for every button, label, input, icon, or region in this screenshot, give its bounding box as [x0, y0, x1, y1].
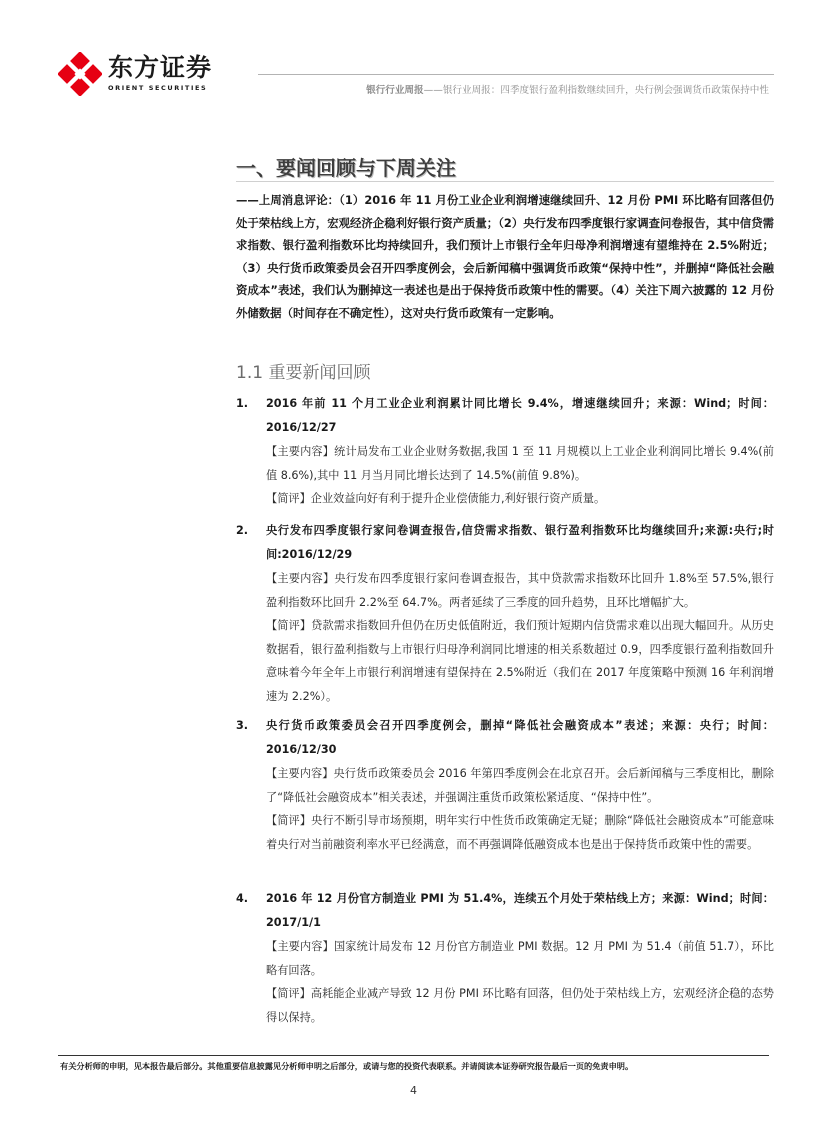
brand-name-en: ORIENT SECURITIES — [108, 84, 208, 92]
news-content: 【主要内容】央行货币政策委员会 2016 年第四季度例会在北京召开。会后新闻稿与三季度相比，删除了“降低社会融资成本”相关表述，并强调注重货币政策松紧适度、“保持中性”。 — [266, 767, 774, 804]
running-header — [366, 82, 769, 96]
brand-name-cn: 东方证券 — [108, 53, 213, 82]
news-title — [236, 887, 774, 935]
subsection-title: 1.1 重要新闻回顾 — [236, 363, 371, 383]
news-number: 1. — [236, 397, 249, 410]
news-comment: 【简评】企业效益向好有利于提升企业偿债能力,利好银行资产质量。 — [266, 492, 606, 506]
news-title — [236, 392, 774, 440]
news-item-3 — [236, 714, 774, 856]
header-divider — [258, 74, 774, 75]
news-body — [236, 567, 774, 709]
news-comment: 【简评】贷款需求指数回升但仍在历史低值附近，我们预计短期内信贷需求难以出现大幅回升。从历史数据看，银行盈利指数与上市银行归母净利润同比增速的相关系数超过 0.9，四季度银行盈利指数回升意味着今年全年上市银行利润增速有望保持在 2.5%附近（我们在 2017 年度策略中预测 16 年利润增速为 2.2%）。 — [266, 619, 774, 703]
report-subtitle: ——银行业周报：四季度银行盈利指数继续回升，央行例会强调货币政策保持中性 — [423, 85, 769, 96]
news-headline: 2016 年前 11 个月工业企业利润累计同比增长 9.4%，增速继续回升；来源：Wind；时间：2016/12/27 — [266, 397, 774, 434]
page-number: 4 — [410, 1084, 417, 1097]
news-item-1 — [236, 392, 774, 511]
section-title-rule — [236, 181, 774, 182]
news-body — [236, 440, 774, 511]
news-body — [236, 762, 774, 856]
company-logo — [58, 52, 238, 96]
news-content: 【主要内容】央行发布四季度银行家问卷调查报告，其中贷款需求指数环比回升 1.8%至 57.5%,银行盈利指数环比回升 2.2%至 64.7%。两者延续了三季度的回升趋势，且环比增幅扩大。 — [266, 572, 774, 609]
news-comment: 【简评】高耗能企业减产导致 12 月份 PMI 环比略有回落，但仍处于荣枯线上方，宏观经济企稳的态势得以保持。 — [266, 987, 774, 1024]
news-number: 3. — [236, 719, 249, 732]
news-content: 【主要内容】统计局发布工业企业财务数据,我国 1 至 11 月规模以上工业企业利润同比增长 9.4%(前值 8.6%),其中 11 月当月同比增长达到了 14.5%(前值 9.8%)。 — [266, 445, 774, 482]
section-summary: ——上周消息评论：（1）2016 年 11 月份工业企业利润增速继续回升、12 月份 PMI 环比略有回落但仍处于荣枯线上方，宏观经济企稳利好银行资产质量；（2）央行发布四季度银行家调查问卷报告，其中信贷需求指数、银行盈利指数环比均持续回升，我们预计上市银行全年归母净利润增速有望维持在 2.5%附近；（3）央行货币政策委员会召开四季度例会，会后新闻稿中强调货币政策“保持中性”，并删掉“降低社会融资成本”表述，我们认为删掉这一表述也是出于保持货币政策中性的需要。（4）关注下周六披露的 12 月份外储数据（时间存在不确定性），这对央行货币政策有一定影响。 — [236, 193, 774, 320]
news-body — [236, 935, 774, 1029]
footer-disclaimer: 有关分析师的申明，见本报告最后部分。其他重要信息披露见分析师申明之后部分，或请与您的投资代表联系。并请阅读本证券研究报告最后一页的免责申明。 — [60, 1061, 634, 1071]
orient-securities-logo-icon — [58, 52, 102, 96]
section-title: 一、要闻回顾与下周关注 — [236, 156, 456, 180]
news-headline: 央行发布四季度银行家问卷调查报告,信贷需求指数、银行盈利指数环比均继续回升;来源:央行;时间:2016/12/29 — [266, 524, 774, 561]
news-title — [236, 519, 774, 567]
news-title — [236, 714, 774, 762]
footer-divider — [58, 1055, 769, 1056]
news-item-2 — [236, 519, 774, 709]
news-number: 4. — [236, 892, 249, 905]
report-type: 银行行业周报 — [366, 85, 424, 96]
news-content: 【主要内容】国家统计局发布 12 月份官方制造业 PMI 数据。12 月 PMI 为 51.4（前值 51.7），环比略有回落。 — [266, 940, 774, 977]
news-headline: 2016 年 12 月份官方制造业 PMI 为 51.4%，连续五个月处于荣枯线上方；来源：Wind；时间：2017/1/1 — [266, 892, 774, 929]
news-item-4 — [236, 887, 774, 1029]
news-comment: 【简评】央行不断引导市场预期，明年实行中性货币政策确定无疑；删除“降低社会融资成本”可能意味着央行对当前融资利率水平已经满意，而不再强调降低融资成本也是出于保持货币政策中性的需要。 — [266, 814, 774, 851]
news-number: 2. — [236, 524, 249, 537]
news-headline: 央行货币政策委员会召开四季度例会，删掉“降低社会融资成本”表述；来源：央行；时间：2016/12/30 — [266, 719, 774, 756]
